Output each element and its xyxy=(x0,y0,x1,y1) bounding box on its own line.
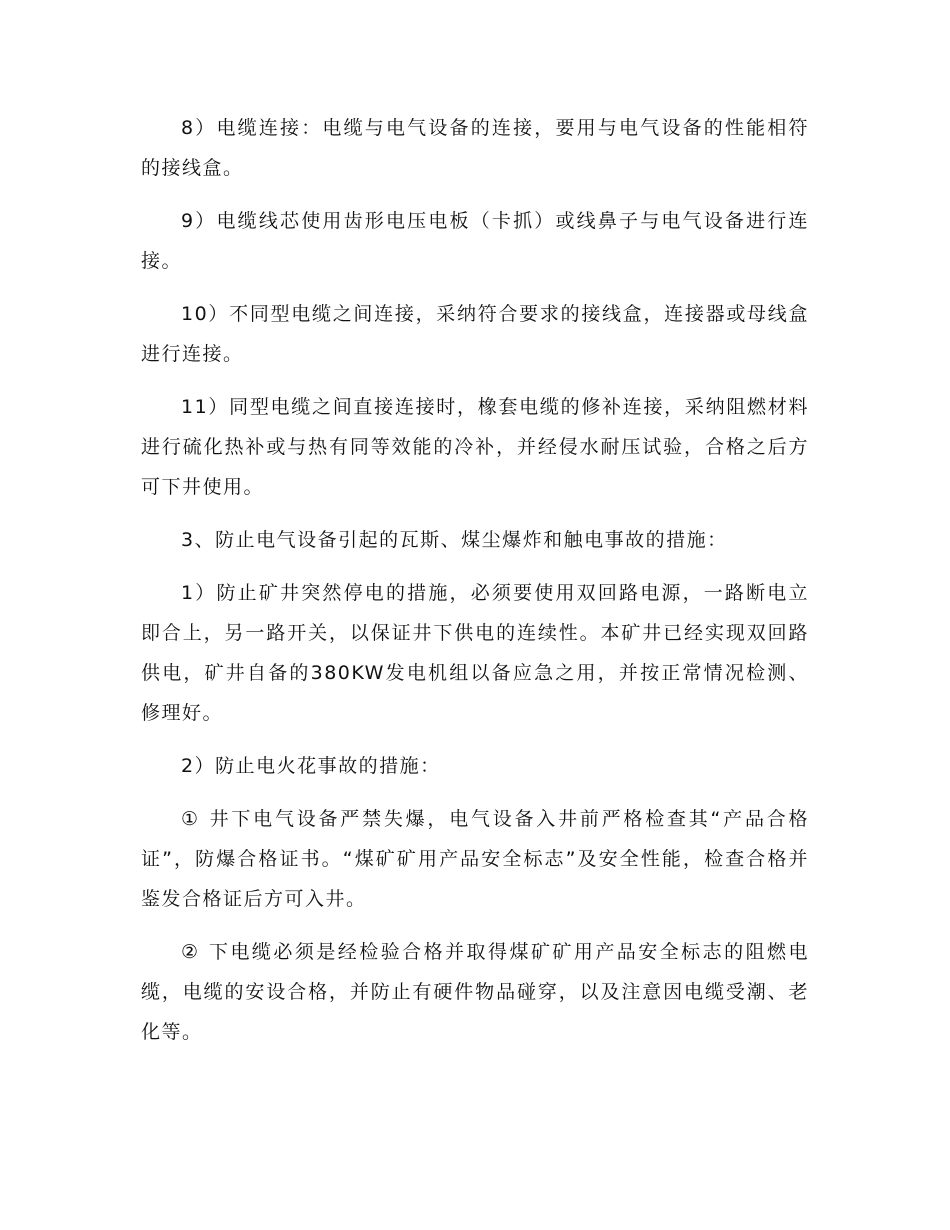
document-body xyxy=(141,108,809,1065)
paragraph-spark-prevention-heading: 2）防止电火花事故的措施： xyxy=(181,755,441,777)
paragraph-explosion-proof-equipment: ① 井下电气设备严禁失爆，电气设备入井前严格检查其“产品合格证”，防爆合格证书。“煤矿矿用产品安全标志”及安全性能，检查合格并鉴发合格证后方可入井。 xyxy=(141,808,809,910)
paragraph-power-outage-prevention: 1）防止矿井突然停电的措施，必须要使用双回路电源，一路断电立即合上，另一路开关，以保证井下供电的连续性。本矿井已经实现双回路供电，矿井自备的380KW发电机组以备应急之用，并按正常情况检测、修理好。 xyxy=(141,582,809,724)
paragraph-flame-retardant-cable: ② 下电缆必须是经检验合格并取得煤矿矿用产品安全标志的阻燃电缆，电缆的安设合格，并防止有硬件物品碰穿，以及注意因电缆受潮、老化等。 xyxy=(141,941,809,1043)
paragraph-cable-core: 9）电缆线芯使用齿形电压电板（卡抓）或线鼻子与电气设备进行连接。 xyxy=(141,210,809,272)
paragraph-different-type-cable: 10）不同型电缆之间连接，采纳符合要求的接线盒，连接器或母线盒进行连接。 xyxy=(141,303,809,365)
paragraph-cable-connection: 8）电缆连接：电缆与电气设备的连接，要用与电气设备的性能相符的接线盒。 xyxy=(141,117,809,179)
section-heading-explosion-prevention: 3、防止电气设备引起的瓦斯、煤尘爆炸和触电事故的措施： xyxy=(181,529,728,551)
paragraph-same-type-cable: 11）同型电缆之间直接连接时，橡套电缆的修补连接，采纳阻燃材料进行硫化热补或与热有同等效能的冷补，并经侵水耐压试验，合格之后方可下井使用。 xyxy=(141,396,809,498)
